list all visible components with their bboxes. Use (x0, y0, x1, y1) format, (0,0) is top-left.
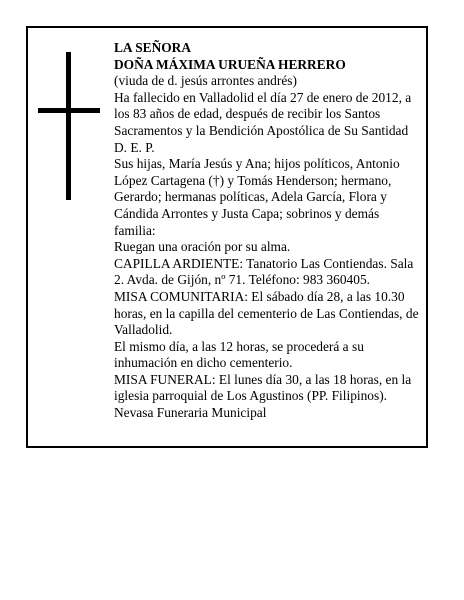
family-paragraph: Sus hijas, María Jesús y Ana; hijos políticos, Antonio López Cartagena (†) y Tomás Henderson; hermano, Gerardo; hermanas políticas, Adela García, Flora y Cándida Arrontes y Justa Capa; sobrinos y demás familia: (114, 156, 400, 238)
community-mass-paragraph: MISA COMUNITARIA: El sábado día 28, a las 10.30 horas, en la capilla del cementerio de Las Contiendas, de Valladolid. (114, 288, 419, 338)
funeral-home: Nevasa Funeraria Municipal (114, 405, 267, 421)
cross-horizontal-bar (38, 108, 100, 113)
deceased-name: DOÑA MÁXIMA URUEÑA HERRERO (114, 56, 346, 72)
title-line-1: LA SEÑORA (114, 40, 192, 55)
prayer-request: Ruegan una oración por su alma. (114, 239, 291, 255)
funeral-mass-paragraph: MISA FUNERAL: El lunes día 30, a las 18 horas, en la iglesia parroquial de Los Agustinos (PP. Filipinos). (114, 371, 412, 404)
cross-vertical-bar (66, 52, 71, 200)
obituary-notice (26, 26, 428, 448)
latin-cross-icon (38, 52, 100, 200)
death-paragraph: Ha fallecido en Valladolid el día 27 de enero de 2012, a los 83 años de edad, después de recibir los Santos Sacramentos y la Bendición Apostólica de Su Santidad D. E. P. (114, 89, 412, 155)
burial-paragraph: El mismo día, a las 12 horas, se procederá a su inhumación en dicho cementerio. (114, 338, 364, 371)
obituary-text (114, 40, 420, 422)
chapel-paragraph: CAPILLA ARDIENTE: Tanatorio Las Contiendas. Sala 2. Avda. de Gijón, nº 71. Teléfono: 983 360405. (114, 255, 414, 288)
widow-of-line: (viuda de d. jesús arrontes andrés) (114, 73, 297, 89)
